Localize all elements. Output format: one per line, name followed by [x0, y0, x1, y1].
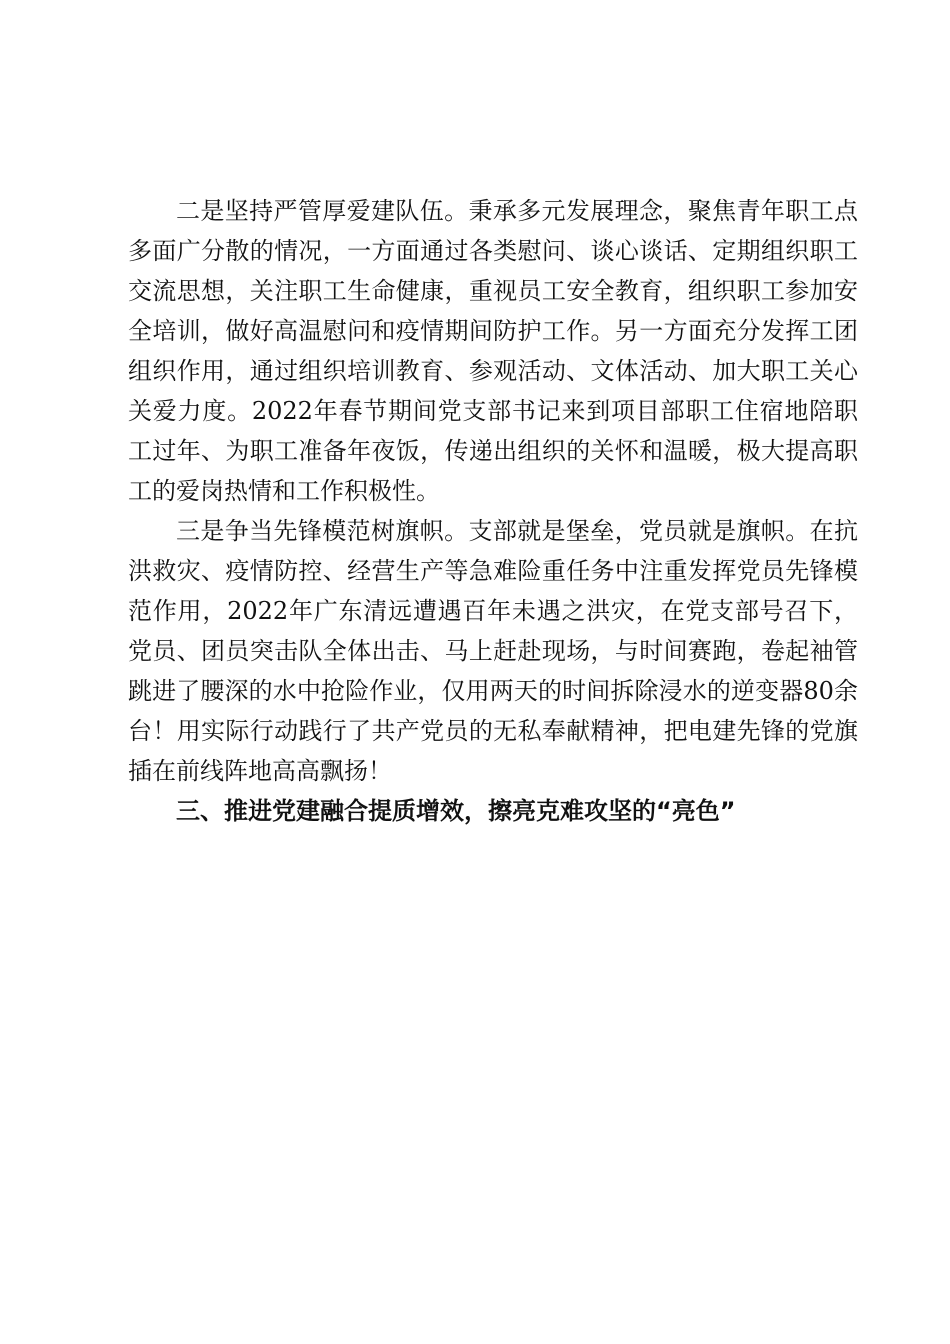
document-body — [128, 191, 858, 831]
section-heading: 三、推进党建融合提质增效，擦亮克难攻坚的“亮色” — [176, 797, 736, 825]
paragraph-team-building: 二是坚持严管厚爱建队伍。秉承多元发展理念，聚焦青年职工点多面广分散的情况，一方面通过各类慰问、谈心谈话、定期组织职工交流思想，关注职工生命健康，重视员工安全教育，组织职工参加安全培训，做好高温慰问和疫情期间防护工作。另一方面充分发挥工团组织作用，通过组织培训教育、参观活动、文体活动、加大职工关心关爱力度。2022年春节期间党支部书记来到项目部职工住宿地陪职工过年、为职工准备年夜饭，传递出组织的关怀和温暖，极大提高职工的爱岗热情和工作积极性。 — [128, 197, 858, 505]
paragraph-vanguard-model: 三是争当先锋模范树旗帜。支部就是堡垒，党员就是旗帜。在抗洪救灾、疫情防控、经营生产等急难险重任务中注重发挥党员先锋模范作用，2022年广东清远遭遇百年未遇之洪灾，在党支部号召下，党员、团员突击队全体出击、马上赶赴现场，与时间赛跑，卷起袖管跳进了腰深的水中抢险作业，仅用两天的时间拆除浸水的逆变器80余台！用实际行动践行了共产党员的无私奉献精神，把电建先锋的党旗插在前线阵地高高飘扬！ — [128, 517, 858, 785]
